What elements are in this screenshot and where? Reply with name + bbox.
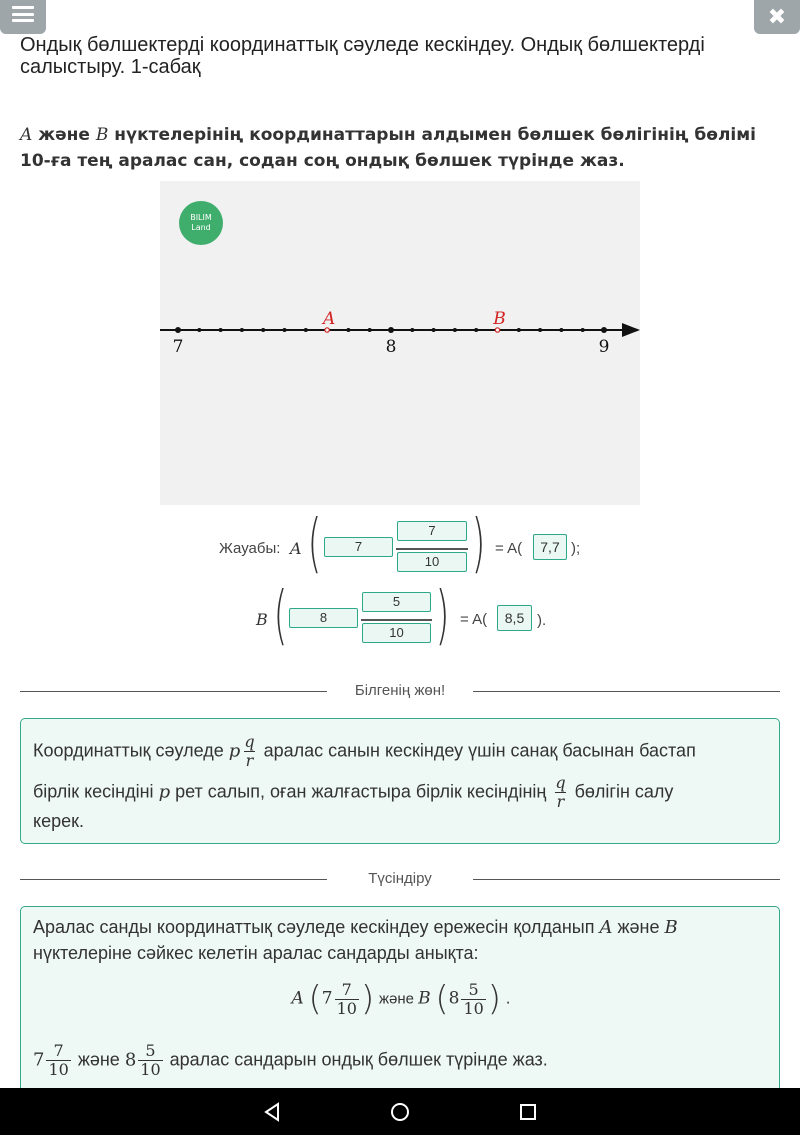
bilimland-logo: BILIM Land xyxy=(179,201,223,245)
know-line2: бірлік кесіндіні p рет салып, оған жалғастыра бірлік кесіндінің $\frac{q}{r}$ бөлігін салу xyxy=(33,773,674,811)
q-over-r-fraction: $\frac{q}{r}$ xyxy=(244,732,255,770)
a-denominator-input[interactable]: 10 xyxy=(397,552,467,572)
explain-line1: Аралас санды координаттық сәуледе кескіндеу ережесін қолданып A және B xyxy=(33,917,678,938)
b-numerator-input[interactable]: 5 xyxy=(362,592,431,612)
axis-tick xyxy=(240,328,244,332)
know-divider xyxy=(20,682,780,699)
a-fraction-bar xyxy=(396,548,468,550)
axis-tick xyxy=(197,328,201,332)
explain-divider xyxy=(20,870,780,887)
answer-b-var: B xyxy=(256,610,268,629)
explain-heading: Түсіндіру xyxy=(368,870,432,887)
axis-label-9: 9 xyxy=(598,337,610,357)
b-end: ). xyxy=(537,612,547,629)
point-b-var: B xyxy=(95,125,109,145)
axis-tick xyxy=(432,328,436,332)
close-paren-b: ) xyxy=(435,579,450,653)
system-navbar xyxy=(0,1088,800,1135)
axis-tick xyxy=(581,328,585,332)
answer-label: Жауабы: xyxy=(219,540,281,557)
know-heading: Білгенің жөн! xyxy=(354,682,446,699)
axis-tick xyxy=(261,328,265,332)
axis-arrow xyxy=(622,323,640,337)
question-text: A және B нүктелерінің координаттарын алдымен бөлшек бөлігінің бөлімі 10-ға тең аралас сан, содан соң ондық бөлшек түрінде жаз. xyxy=(20,125,756,171)
recents-square-icon[interactable] xyxy=(517,1101,539,1123)
axis-tick xyxy=(517,328,521,332)
number-line-figure xyxy=(160,181,640,505)
q-over-r-fraction-2: $\frac{q}{r}$ xyxy=(555,773,566,811)
know-line1: Координаттық сәуледе p $\frac{q}{r}$ аралас санын кескіндеу үшін санақ басынан бастап xyxy=(33,732,696,770)
frac-5-10: $\frac{5}{10}$ xyxy=(463,979,484,1018)
know-line3: керек. xyxy=(33,811,84,831)
axis-tick xyxy=(559,328,563,332)
point-b-label: B xyxy=(493,309,506,329)
axis-label-8: 8 xyxy=(385,337,397,357)
a-numerator-input[interactable]: 7 xyxy=(397,521,467,541)
page-title: Ондық бөлшектерді координаттық сәуледе кескіндеу. Ондық бөлшектерді салыстыру. 1-сабақ xyxy=(20,34,705,78)
b-whole-input[interactable]: 8 xyxy=(289,608,358,628)
close-button[interactable] xyxy=(754,0,800,34)
a-decimal-input[interactable]: 7,7 xyxy=(533,534,567,560)
explain-card xyxy=(20,906,780,1106)
back-triangle-icon[interactable] xyxy=(262,1101,284,1123)
axis-tick xyxy=(601,327,607,333)
point-a-label: A xyxy=(322,309,336,329)
b-fraction-bar xyxy=(361,619,432,621)
point-a-var: A xyxy=(20,125,33,145)
axis-tick xyxy=(453,328,457,332)
axis-tick xyxy=(304,328,308,332)
axis-label-7: 7 xyxy=(172,337,184,357)
a-end: ); xyxy=(571,540,581,557)
b-denominator-input[interactable]: 10 xyxy=(362,623,431,643)
a-whole-input[interactable]: 7 xyxy=(324,537,393,557)
explain-line2: нүктелеріне сәйкес келетін аралас сандарды анықта: xyxy=(33,943,479,963)
open-paren-b: ( xyxy=(273,579,288,653)
explain-formula: A (7 $\frac{7}{10}$ ) және B (8 $\frac{5}{10}$ ) . xyxy=(291,979,511,1019)
b-decimal-input[interactable]: 8,5 xyxy=(497,605,532,631)
b-equals: = A( xyxy=(460,611,488,628)
close-icon: ✖ xyxy=(767,4,787,30)
answer-a-var: A xyxy=(290,539,302,558)
axis-tick xyxy=(410,328,414,332)
axis-tick xyxy=(538,328,542,332)
close-paren: ) xyxy=(471,507,486,581)
open-paren: ( xyxy=(307,507,322,581)
a-equals: = A( xyxy=(495,540,523,557)
hamburger-menu-icon xyxy=(12,6,34,22)
axis-tick xyxy=(283,328,287,332)
axis-tick xyxy=(175,327,181,333)
know-card xyxy=(20,718,780,844)
number-line-svg xyxy=(160,181,640,505)
axis-tick xyxy=(368,328,372,332)
axis-tick xyxy=(346,328,350,332)
axis-tick xyxy=(474,328,478,332)
home-circle-icon[interactable] xyxy=(389,1101,411,1123)
axis-tick xyxy=(388,327,394,333)
menu-button[interactable] xyxy=(0,0,46,34)
explain-line3: 7 $\frac{7}{10}$ және 8 $\frac{5}{10}$ аралас сандарын ондық бөлшек түрінде жаз. xyxy=(33,1041,548,1079)
axis-tick xyxy=(219,328,223,332)
frac-7-10: $\frac{7}{10}$ xyxy=(336,979,357,1018)
